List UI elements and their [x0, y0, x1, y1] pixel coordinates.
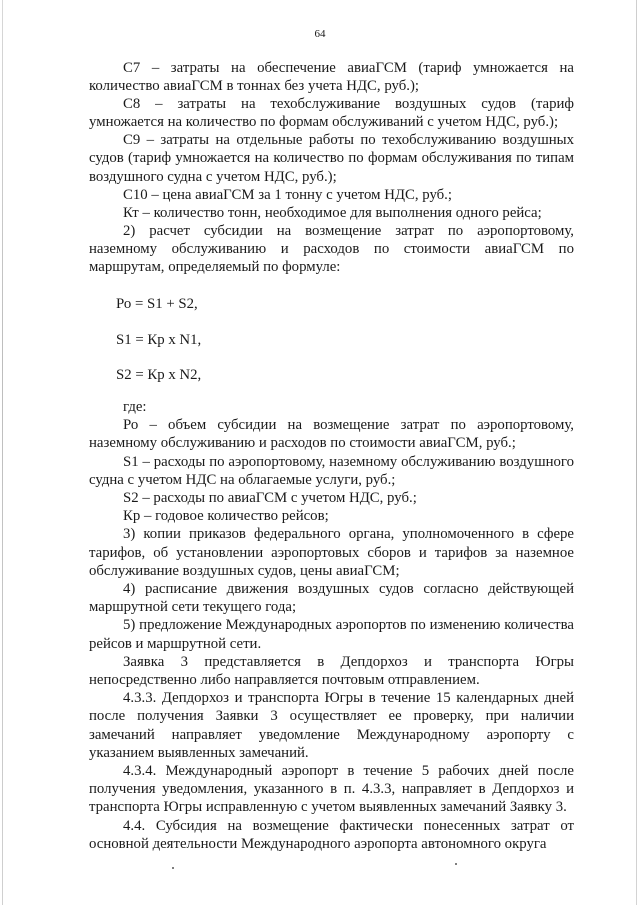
paragraph-s2-def: S2 – расходы по авиаГСМ с учетом НДС, руб.;: [123, 490, 417, 507]
body-text-bottom: [89, 398, 574, 853]
scan-speck: [172, 867, 174, 869]
formula-po: Ро = S1 + S2,: [116, 296, 198, 312]
paragraph-s1-def: S1 – расходы по аэропортовому, наземному обслуживанию воздушного судна с учетом НДС на облагаемые услуги, руб.;: [89, 453, 574, 488]
paragraph-item-5: 5) предложение Международных аэропортов по изменению количества рейсов и маршрутной сети.: [89, 617, 574, 652]
formula-s2: S2 = Кр х N2,: [116, 367, 202, 383]
paragraph-kr-def: Кр – годовое количество рейсов;: [123, 508, 329, 525]
paragraph-c7: С7 – затраты на обеспечение авиаГСМ (тариф умножается на количество авиаГСМ в тоннах без учета НДС, руб.);: [89, 60, 574, 95]
page-edge-right: [636, 0, 637, 905]
paragraph-4-3-3: 4.3.3. Депдорхоз и транспорта Югры в течение 15 календарных дней после получения Заявки 3 осуществляет ее проверку, при наличии замечаний направляет уведомление Международному аэропорту с указанием выявленных замечаний.: [89, 690, 574, 761]
formula-s1: S1 = Кр х N1,: [116, 332, 202, 348]
body-text-top: [89, 59, 574, 276]
paragraph-c9: С9 – затраты на отдельные работы по техобслуживанию воздушных судов (тариф умножается на количество по формам обслуживания по типам воздушного судна с учетом НДС, руб.);: [89, 132, 574, 185]
paragraph-4-4: 4.4. Субсидия на возмещение фактически понесенных затрат от основной деятельности Международного аэропорта автономного округа: [89, 817, 574, 852]
paragraph-item-2: 2) расчет субсидии на возмещение затрат по аэропортовому, наземному обслуживанию и расходов по стоимости авиаГСМ по маршрутам, определяемый по формуле:: [89, 222, 574, 276]
paragraph-c8: С8 – затраты на техобслуживание воздушных судов (тариф умножается на количество по формам обслуживаний с учетом НДС, руб.);: [89, 96, 574, 131]
paragraph-po-def: Ро – объем субсидии на возмещение затрат по аэропортовому, наземному обслуживанию и расходов по стоимости авиаГСМ, руб.;: [89, 417, 574, 452]
page-edge-left: [2, 0, 3, 905]
paragraph-4-3-4: 4.3.4. Международный аэропорт в течение 5 рабочих дней после получения уведомления, указанного в п. 4.3.3, направляет в Депдорхоз и транспорта Югры исправленную с учетом выявленных замечаний Заявку 3.: [89, 763, 574, 816]
paragraph-zayavka-3: Заявка 3 представляется в Депдорхоз и транспорта Югры непосредственно либо направляется почтовым отправлением.: [89, 653, 574, 689]
paragraph-c10: С10 – цена авиаГСМ за 1 тонну с учетом НДС, руб.;: [123, 186, 452, 203]
page-number: 64: [314, 28, 326, 40]
paragraph-item-4: 4) расписание движения воздушных судов согласно действующей маршрутной сети текущего года;: [89, 581, 574, 616]
paragraph-where: где:: [123, 399, 147, 415]
scan-speck: [455, 863, 457, 865]
paragraph-kt: Кт – количество тонн, необходимое для выполнения одного рейса;: [123, 204, 542, 221]
paragraph-item-3: 3) копии приказов федерального органа, уполномоченного в сфере тарифов, об установлении аэропортовых сборов и тарифов за наземное обслуживание воздушных судов, цены авиаГСМ;: [89, 526, 574, 579]
